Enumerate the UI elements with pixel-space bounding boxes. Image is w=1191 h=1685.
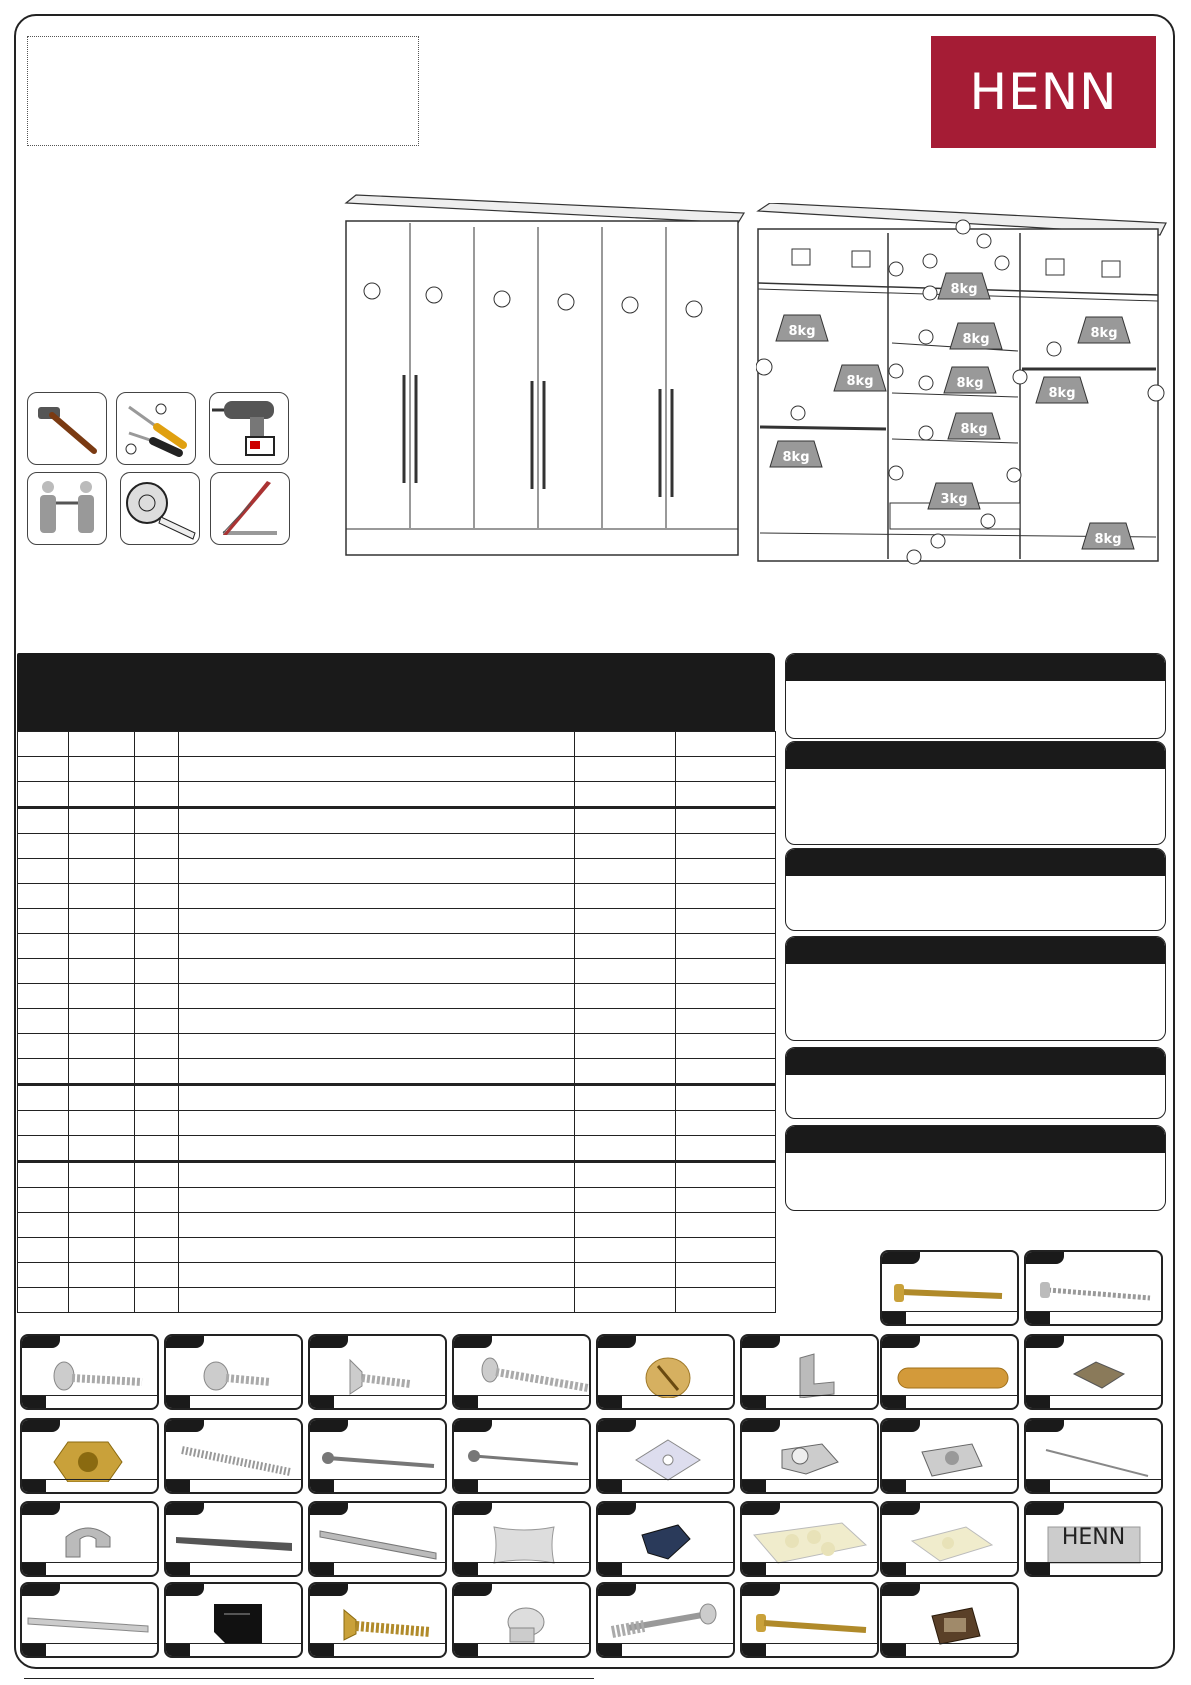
hammer-icon <box>27 392 107 465</box>
table-cell <box>18 1034 69 1059</box>
square-washer-icon <box>598 1430 733 1482</box>
parts-list-table <box>17 653 775 1313</box>
table-cell <box>135 808 179 834</box>
table-cell <box>69 782 135 808</box>
table-cell <box>575 1213 676 1238</box>
table-cell <box>18 859 69 884</box>
table-cell <box>69 1213 135 1238</box>
info-box <box>785 848 1166 931</box>
table-cell <box>135 1238 179 1263</box>
hardware-badge-text: HENN <box>1061 1525 1126 1550</box>
wood-dowel-icon <box>882 1346 1017 1398</box>
table-cell <box>69 1059 135 1085</box>
table-cell <box>179 732 575 757</box>
hardware-card <box>1024 1501 1163 1577</box>
table-cell <box>69 984 135 1009</box>
table-cell <box>179 782 575 808</box>
table-cell <box>179 1111 575 1136</box>
info-box <box>785 653 1166 739</box>
table-cell <box>69 934 135 959</box>
load-label: 8kg <box>962 332 990 347</box>
table-row <box>18 808 776 834</box>
table-cell <box>69 884 135 909</box>
table-cell <box>676 884 776 909</box>
table-cell <box>179 984 575 1009</box>
table-cell <box>676 859 776 884</box>
table-row <box>18 757 776 782</box>
table-row <box>18 1238 776 1263</box>
table-cell <box>575 808 676 834</box>
table-cell <box>575 1009 676 1034</box>
minifix-cam-icon <box>454 1594 589 1646</box>
table-cell <box>676 1009 776 1034</box>
table-cell <box>179 909 575 934</box>
table-cell <box>69 1085 135 1111</box>
table-cell <box>676 909 776 934</box>
table-row <box>18 1111 776 1136</box>
rod-holder-icon <box>22 1513 157 1565</box>
threaded-rod-icon <box>166 1430 301 1482</box>
table-cell <box>135 1188 179 1213</box>
pillow-pad-icon <box>454 1513 589 1565</box>
angle-bracket-icon <box>742 1346 877 1398</box>
hardware-card <box>596 1501 735 1577</box>
load-label: 8kg <box>1094 532 1122 547</box>
aluminium-strip-icon <box>22 1594 157 1646</box>
table-cell <box>575 1059 676 1085</box>
table-cell <box>135 1034 179 1059</box>
table-row <box>18 1213 776 1238</box>
table-cell <box>179 834 575 859</box>
table-cell <box>18 1162 69 1188</box>
table-cell <box>135 909 179 934</box>
table-cell <box>676 834 776 859</box>
hardware-card <box>20 1334 159 1410</box>
hinge-plate-icon <box>882 1430 1017 1482</box>
hardware-card <box>452 1582 591 1658</box>
hardware-card <box>880 1334 1019 1410</box>
table-cell <box>135 1288 179 1313</box>
table-cell <box>179 859 575 884</box>
hardware-card <box>880 1582 1019 1658</box>
hardware-card <box>596 1334 735 1410</box>
table-cell <box>18 1136 69 1162</box>
table-cell <box>575 782 676 808</box>
hex-nut-icon <box>22 1430 157 1482</box>
table-cell <box>18 884 69 909</box>
hardware-card <box>452 1501 591 1577</box>
table-cell <box>18 808 69 834</box>
table-cell <box>135 834 179 859</box>
table-cell <box>18 959 69 984</box>
table-cell <box>18 732 69 757</box>
table-cell <box>69 1034 135 1059</box>
info-box <box>785 936 1166 1041</box>
flat-head-screw-icon <box>310 1346 445 1398</box>
table-cell <box>179 959 575 984</box>
wardrobe-front-diagram <box>342 193 748 559</box>
hardware-card <box>1024 1250 1163 1326</box>
table-cell <box>135 782 179 808</box>
metal-profile-icon <box>310 1513 445 1565</box>
table-cell <box>575 732 676 757</box>
table-row <box>18 1136 776 1162</box>
table-cell <box>676 782 776 808</box>
table-cell <box>179 1059 575 1085</box>
table-cell <box>575 1085 676 1111</box>
hardware-card <box>740 1582 879 1658</box>
hardware-card <box>164 1582 303 1658</box>
connecting-bolt-icon <box>598 1594 733 1646</box>
table-cell <box>135 1059 179 1085</box>
table-cell <box>69 1136 135 1162</box>
wood-screw-silver-icon <box>1026 1262 1161 1314</box>
table-cell <box>575 884 676 909</box>
table-cell <box>179 1162 575 1188</box>
parts-table-header <box>17 653 775 731</box>
corner-block-icon <box>166 1594 301 1646</box>
table-cell <box>18 782 69 808</box>
table-cell <box>18 1009 69 1034</box>
table-cell <box>135 1136 179 1162</box>
table-cell <box>18 909 69 934</box>
table-cell <box>676 1238 776 1263</box>
table-cell <box>575 859 676 884</box>
table-cell <box>135 934 179 959</box>
table-cell <box>575 1136 676 1162</box>
load-label: 8kg <box>960 422 988 437</box>
info-box <box>785 1125 1166 1211</box>
gold-screw-icon <box>310 1594 445 1646</box>
hardware-card <box>20 1501 159 1577</box>
hardware-card <box>880 1250 1019 1326</box>
table-cell <box>69 1111 135 1136</box>
long-nail-icon <box>454 1430 589 1482</box>
table-cell <box>135 732 179 757</box>
table-cell <box>179 1188 575 1213</box>
table-cell <box>676 959 776 984</box>
load-label: 8kg <box>1048 386 1076 401</box>
table-cell <box>575 834 676 859</box>
table-cell <box>135 859 179 884</box>
table-cell <box>69 808 135 834</box>
hardware-card <box>20 1582 159 1658</box>
table-row <box>18 909 776 934</box>
table-cell <box>179 1263 575 1288</box>
hardware-card <box>20 1418 159 1494</box>
table-cell <box>18 1238 69 1263</box>
table-cell <box>69 732 135 757</box>
table-cell <box>69 1188 135 1213</box>
table-cell <box>676 1034 776 1059</box>
table-cell <box>676 1213 776 1238</box>
hardware-card <box>596 1582 735 1658</box>
drill-icon <box>209 392 289 465</box>
table-cell <box>69 959 135 984</box>
hardware-card <box>452 1418 591 1494</box>
table-cell <box>575 984 676 1009</box>
info-box <box>785 741 1166 845</box>
load-label: 8kg <box>846 374 874 389</box>
table-cell <box>18 1188 69 1213</box>
table-cell <box>135 984 179 1009</box>
table-cell <box>676 808 776 834</box>
table-cell <box>676 1263 776 1288</box>
table-cell <box>676 1288 776 1313</box>
table-cell <box>676 732 776 757</box>
table-cell <box>575 1263 676 1288</box>
parts-table-grid <box>17 731 776 1313</box>
table-cell <box>135 884 179 909</box>
table-cell <box>18 1111 69 1136</box>
label-area <box>27 36 419 146</box>
hardware-card <box>164 1418 303 1494</box>
table-cell <box>69 1288 135 1313</box>
table-cell <box>69 757 135 782</box>
table-cell <box>135 1009 179 1034</box>
hardware-card <box>308 1582 447 1658</box>
nail-icon <box>310 1430 445 1482</box>
table-cell <box>676 984 776 1009</box>
table-cell <box>676 934 776 959</box>
load-label: 3kg <box>940 492 968 507</box>
table-row <box>18 1263 776 1288</box>
table-cell <box>179 1238 575 1263</box>
hardware-card <box>740 1501 879 1577</box>
load-label: 8kg <box>1090 326 1118 341</box>
table-cell <box>676 757 776 782</box>
table-cell <box>135 1162 179 1188</box>
long-machine-screw-icon <box>454 1346 589 1398</box>
table-row <box>18 732 776 757</box>
table-cell <box>69 1263 135 1288</box>
table-cell <box>676 1188 776 1213</box>
table-cell <box>69 1238 135 1263</box>
table-row <box>18 1188 776 1213</box>
table-row <box>18 1288 776 1313</box>
table-cell <box>18 1059 69 1085</box>
felt-pads-small-icon <box>882 1513 1017 1565</box>
table-cell <box>179 1213 575 1238</box>
table-cell <box>69 1009 135 1034</box>
hardware-card <box>740 1334 879 1410</box>
table-row <box>18 1162 776 1188</box>
table-row <box>18 959 776 984</box>
table-row <box>18 1009 776 1034</box>
table-cell <box>179 1009 575 1034</box>
table-cell <box>676 1162 776 1188</box>
table-cell <box>69 859 135 884</box>
table-row <box>18 859 776 884</box>
load-label: 8kg <box>950 282 978 297</box>
table-cell <box>575 959 676 984</box>
hardware-card <box>452 1334 591 1410</box>
hinge-icon <box>742 1430 877 1482</box>
wardrobe-interior-diagram <box>756 203 1168 579</box>
hardware-card <box>164 1334 303 1410</box>
table-cell <box>18 934 69 959</box>
hanging-rail-icon <box>1026 1430 1161 1482</box>
table-cell <box>676 1111 776 1136</box>
table-cell <box>575 1162 676 1188</box>
table-cell <box>179 884 575 909</box>
wall-bracket-icon <box>598 1513 733 1565</box>
load-label: 8kg <box>788 324 816 339</box>
table-cell <box>575 1238 676 1263</box>
table-cell <box>18 757 69 782</box>
table-row <box>18 934 776 959</box>
hardware-card <box>880 1501 1019 1577</box>
table-cell <box>676 1136 776 1162</box>
table-cell <box>179 934 575 959</box>
hardware-card <box>308 1501 447 1577</box>
table-cell <box>179 1136 575 1162</box>
pan-head-screw-icon <box>22 1346 157 1398</box>
table-cell <box>676 1059 776 1085</box>
table-cell <box>575 934 676 959</box>
table-cell <box>575 1288 676 1313</box>
table-row <box>18 884 776 909</box>
table-cell <box>179 757 575 782</box>
clip-icon <box>882 1594 1017 1646</box>
brand-logo <box>931 36 1156 148</box>
table-cell <box>179 1288 575 1313</box>
info-box <box>785 1047 1166 1119</box>
hardware-card <box>164 1501 303 1577</box>
tape-measure-icon <box>120 472 200 545</box>
shelf-support-icon <box>1026 1346 1161 1398</box>
table-row <box>18 1059 776 1085</box>
hardware-card <box>880 1418 1019 1494</box>
table-cell <box>575 1111 676 1136</box>
table-cell <box>135 959 179 984</box>
hardware-card <box>596 1418 735 1494</box>
two-people-icon <box>27 472 107 545</box>
table-cell <box>135 1213 179 1238</box>
table-cell <box>18 834 69 859</box>
table-row <box>18 1034 776 1059</box>
hardware-card <box>1024 1334 1163 1410</box>
hardware-card <box>308 1334 447 1410</box>
hardware-card <box>740 1418 879 1494</box>
table-row <box>18 782 776 808</box>
load-label: 8kg <box>956 376 984 391</box>
hardware-card <box>1024 1418 1163 1494</box>
table-row <box>18 984 776 1009</box>
table-cell <box>676 1085 776 1111</box>
long-gold-screw-icon <box>742 1594 877 1646</box>
table-cell <box>575 757 676 782</box>
table-cell <box>179 1034 575 1059</box>
screwdrivers-icon <box>116 392 196 465</box>
square-ruler-icon <box>210 472 290 545</box>
table-cell <box>179 1085 575 1111</box>
table-cell <box>18 1213 69 1238</box>
washer-head-screw-icon <box>166 1346 301 1398</box>
table-cell <box>135 757 179 782</box>
drawer-runner-icon <box>166 1513 301 1565</box>
table-cell <box>18 1263 69 1288</box>
cam-lock-icon <box>598 1346 733 1398</box>
table-cell <box>18 1288 69 1313</box>
table-cell <box>135 1111 179 1136</box>
load-label: 8kg <box>782 450 810 465</box>
table-cell <box>69 834 135 859</box>
table-cell <box>575 909 676 934</box>
footer-rule <box>24 1678 594 1679</box>
table-cell <box>18 984 69 1009</box>
brand-logo-text: HENN <box>969 63 1118 121</box>
table-cell <box>135 1263 179 1288</box>
table-cell <box>179 808 575 834</box>
table-cell <box>69 1162 135 1188</box>
table-cell <box>135 1085 179 1111</box>
felt-pads-large-icon <box>742 1513 877 1565</box>
table-cell <box>69 909 135 934</box>
table-cell <box>575 1188 676 1213</box>
table-row <box>18 834 776 859</box>
wood-screw-gold-icon <box>882 1262 1017 1314</box>
hardware-card <box>308 1418 447 1494</box>
table-cell <box>575 1034 676 1059</box>
table-cell <box>18 1085 69 1111</box>
table-row <box>18 1085 776 1111</box>
